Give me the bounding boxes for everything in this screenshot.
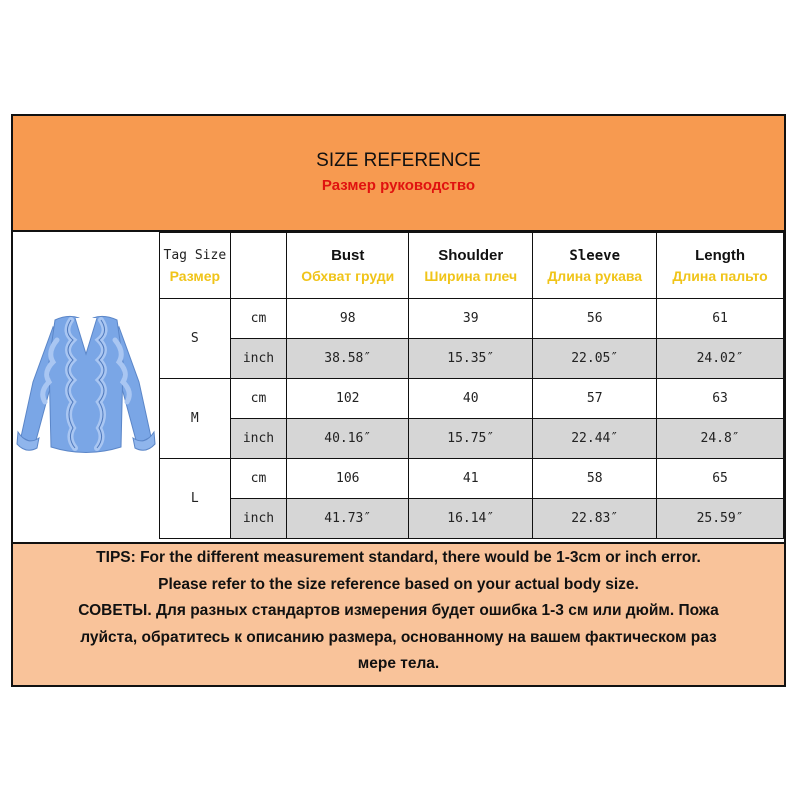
- table-row: [160, 379, 784, 419]
- value-cell: 16.14″: [409, 499, 533, 539]
- unit-cell: cm: [230, 299, 287, 339]
- chart-header: [13, 116, 784, 232]
- column-header-label-en: Length: [695, 246, 746, 264]
- tag-size-header: [160, 233, 231, 299]
- chart-subtitle: Размер руководство: [321, 177, 476, 194]
- value-cell: 58: [533, 459, 657, 499]
- tips-line: мере тела.: [357, 655, 440, 672]
- size-chart-frame: [11, 114, 786, 687]
- blouse-image: [13, 232, 159, 542]
- tips-line: СОВЕТЫ. Для разных стандартов измерения будет ошибка 1-3 см или дюйм. Пожа: [78, 602, 719, 619]
- unit-cell: cm: [230, 459, 287, 499]
- column-header-label-en: Shoulder: [438, 246, 504, 264]
- value-cell: 40.16″: [287, 419, 409, 459]
- column-header-label-en: Sleeve: [569, 247, 620, 264]
- table-row: [160, 299, 784, 339]
- tips-section: [13, 542, 784, 685]
- value-cell: 24.02″: [657, 339, 784, 379]
- value-cell: 15.75″: [409, 419, 533, 459]
- value-cell: 22.83″: [533, 499, 657, 539]
- unit-cell: inch: [230, 339, 287, 379]
- value-cell: 106: [287, 459, 409, 499]
- table-row: [160, 419, 784, 459]
- table-row: [160, 499, 784, 539]
- product-photo: [13, 232, 159, 542]
- size-table: [159, 232, 784, 539]
- table-row: [160, 339, 784, 379]
- tag-size-label-ru: Размер: [169, 267, 221, 284]
- value-cell: 22.44″: [533, 419, 657, 459]
- value-cell: 41: [409, 459, 533, 499]
- value-cell: 40: [409, 379, 533, 419]
- value-cell: 22.05″: [533, 339, 657, 379]
- table-row: [160, 459, 784, 499]
- value-cell: 24.8″: [657, 419, 784, 459]
- tag-size-label-en: Tag Size: [163, 247, 227, 263]
- column-header-label-ru: Длина рукава: [547, 267, 643, 284]
- unit-cell: inch: [230, 499, 287, 539]
- unit-cell: inch: [230, 419, 287, 459]
- unit-header: [230, 233, 287, 299]
- value-cell: 63: [657, 379, 784, 419]
- size-cell: M: [160, 379, 231, 459]
- value-cell: 57: [533, 379, 657, 419]
- size-cell: S: [160, 299, 231, 379]
- value-cell: 56: [533, 299, 657, 339]
- value-cell: 41.73″: [287, 499, 409, 539]
- column-header-label-ru: Ширина плеч: [424, 267, 518, 284]
- value-cell: 25.59″: [657, 499, 784, 539]
- value-cell: 61: [657, 299, 784, 339]
- column-header-shoulder: [409, 233, 533, 299]
- unit-cell: cm: [230, 379, 287, 419]
- tips-line: луйста, обратитесь к описанию размера, основанному на вашем фактическом раз: [80, 628, 717, 646]
- chart-title: SIZE REFERENCE: [316, 150, 481, 171]
- tips-line: TIPS: For the different measurement standard, there would be 1-3cm or inch error.: [96, 549, 701, 566]
- column-header-sleeve: [533, 233, 657, 299]
- value-cell: 39: [409, 299, 533, 339]
- column-header-length: [657, 233, 784, 299]
- column-header-label-ru: Обхват груди: [301, 267, 395, 284]
- value-cell: 98: [287, 299, 409, 339]
- value-cell: 38.58″: [287, 339, 409, 379]
- size-cell: L: [160, 459, 231, 539]
- column-header-bust: [287, 233, 409, 299]
- column-header-label-ru: Длина пальто: [672, 267, 768, 284]
- value-cell: 65: [657, 459, 784, 499]
- value-cell: 102: [287, 379, 409, 419]
- column-header-label-en: Bust: [331, 246, 365, 264]
- value-cell: 15.35″: [409, 339, 533, 379]
- tips-line: Please refer to the size reference based on your actual body size.: [158, 575, 639, 593]
